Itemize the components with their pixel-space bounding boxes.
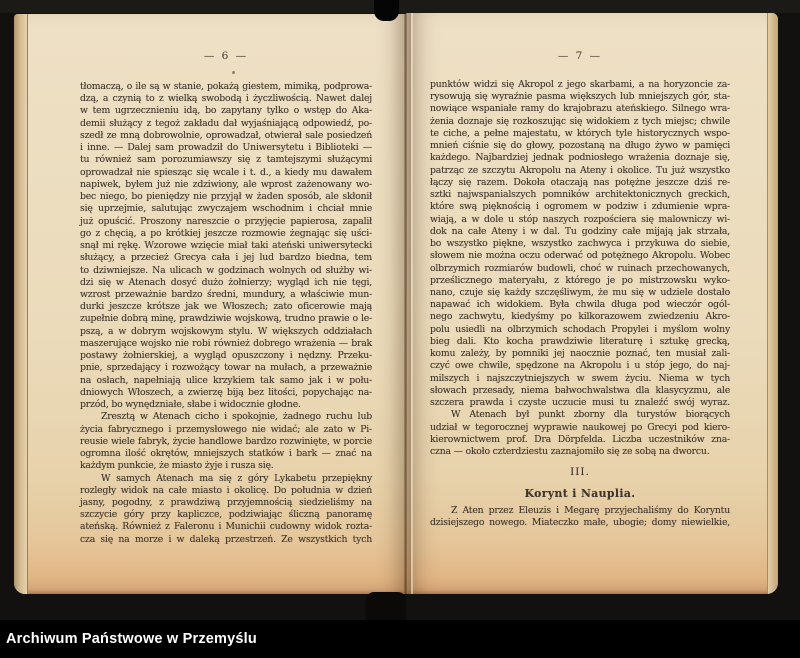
page-fore-edge-left [14,14,28,594]
watermark-bar [0,620,800,658]
text-line: jasny, pogodny, z prawdziwą przyjemnością siedzieliśmy na [80,496,372,508]
text-line: postawy żołnierskiej, a wygląd opuszczony i nędzny. Przeku- [80,350,372,362]
text-line: W Atenach był punkt zborny dla turystów biorących [451,409,730,421]
text-line: sztki najwspanialszych pomników architektonicznych greckich, [430,189,730,201]
text-line: słowem nie można oczu oderwać od potężnego Akropolu. Wobec [430,250,730,262]
text-line: zupełnie dobrą minę, prawdziwie wojskową, trudno prawie o le- [80,313,372,325]
book-page-left [14,14,406,594]
text-line: bieg dali. Kto kocha prawdziwie literaturę i sztukę grecką, [430,335,730,347]
text-line: już opuścić. Proszony nareszcie o przyjęcie papierosa, zapalił [80,215,372,227]
text-line: nego zachwytu, kiedyśmy po kilkorazowem zwiedzeniu Akro- [430,311,730,323]
book-gutter-shadow [404,13,407,594]
text-line: bec niego, bo pieniędzy nie przyjął w żaden sposób, ale skłonił [80,191,372,203]
text-line: milszych i najszczytniejszych w swem życiu. Niema w tych [430,372,730,384]
page-text-left [80,81,372,546]
text-line: dzą, a czynią to z wielką swobodą i życzliwością. Nawet dalej [80,93,372,105]
text-line: przód, bo wynędzniałe, słabe i widocznie głodne. [80,399,301,411]
spine-shadow-bottom [366,592,406,620]
text-line: bo wszystko piękne, wszystko zachwyca i przykuwa do siebie, [430,238,730,250]
text-line: służący, a przecież Grecya cała i jej lud bardzo biedna, tem [80,252,372,264]
text-line: durki jeszcze krótsze jak we Włoszech; zato oficerowie mają [80,301,372,313]
text-line: W samych Atenach ma się z góry Lykabetu przepiękny [101,472,372,484]
text-line: demii służący z tegoż zakładu dał wyjaśniającą odpowiedź, po- [80,117,372,129]
text-line: wzrost przeważnie bardzo średni, mundury, a właściwie mun- [80,288,372,300]
page-crease [411,13,413,594]
text-line: napawać ich widokiem. Była chwila długa pod wieczór ogól- [430,299,730,311]
text-line: tłomaczą, o ile są w stanie, pokażą giestem, mimiką, podprowa- [80,81,372,92]
text-line: rozległy widok na całe miasto i okolicę. Do południa w dzień [80,484,372,496]
page-number-left: — 6 — [203,50,249,62]
text-line: szedł ze mną dobrowolnie, oprowadzał, otwierał sale posiedzeń [80,129,372,141]
text-line: dzi się w Atenach dosyć dużo żołnierzy; wygląd ich nie tęgi, [80,276,372,288]
text-line: dzisiejszego nowego. Miateczko małe, ubogie; domy niewielkie, [430,516,730,528]
spine-shadow-top [374,0,399,21]
text-line: pszą, a w dobrym wojskowym stylu. W większych oddziałach [80,325,372,337]
text-line: punktów widzi się Akropol z jego skarbami, a na horyzoncie za- [430,79,730,90]
text-line: pnie, sprzedający i rozwożący towar na mułach, a przeważnie [80,362,372,374]
background-top-band [0,0,800,13]
book-page-right [406,13,778,594]
text-line: które swą pięknością i ogromem w podziw i zdumienie wpra- [430,201,730,213]
text-line: życia fabrycznego i przemysłowego nie widać; ale zato w Pi- [80,423,372,435]
text-line: w tem ugrzecznieniu idą, bo zapytany tylko o wstęp do Aka- [80,105,372,117]
ink-dot [232,71,235,74]
text-line: maszerujące wojsko nie robi również dobrego wrażenia — brak [80,337,372,349]
text-line: te ciche, a pełne majestatu, w których tyle historycznych wspo- [430,127,730,139]
text-line: komu zależy, by pomniki jej naocznie poznać, ten musiał zali- [430,348,730,360]
text-line: snął mi rękę. Wzorowe wzięcie miał taki ateński uniwersytecki [80,240,372,252]
text-line: napiwek, byłem już nie zdziwiony, ale wprost zażenowany wo- [80,178,372,190]
text-line: kierownictwem prof. Dra Dörpfelda. Liczba uczestników zna- [430,433,730,445]
text-line: łączy się razem. Dokoła otaczają nas potężne jeszcze dziś re- [430,176,730,188]
text-line: polu usiedli na olbrzymich schodach Propylei i myślom wolny [430,323,730,335]
text-line: olbrzymich rozmiarów budowli, choć w ruinach przechowanych, [430,262,730,274]
page-text-right [430,79,730,529]
text-line: rysowują się wyraźnie pasma większych lub mniejszych gór, sta- [430,91,730,103]
text-line: czna — około czterdziestu zaznajomiło się ze sobą na dworcu. [430,446,710,458]
text-line: czyć owe chwile, spędzone na Akropolu i u stóp jego, do naj- [430,360,730,372]
text-line: mnień ciśnie się do głowy, pozostaną na długo żywo w pamięci [430,140,730,152]
text-line: oprowadzał nie spiesząc się wcale i t. d., a kiedy mu dawałem [80,166,372,178]
text-line: się uprzejmie, salutując zwyczajem wschodnim i chciał mnie [80,203,372,215]
page-fore-edge-right [767,13,778,594]
watermark-text: Archiwum Państwowe w Przemyślu [6,631,257,647]
page-number-right: — 7 — [557,50,603,62]
text-line: i inne. — Dalej sam prowadził do Uniwersytetu i Biblioteki — [80,142,372,154]
text-line: żenia doznaje się rozkoszując się widokiem z tych miejsc; chwile [430,115,730,127]
text-line: szczycie góry przy kapliczce, podziwiając śliczną panoramę [80,509,372,521]
text-line: wiają, a w dole u stóp naszych rozpościera się malowniczy wi- [430,213,730,225]
text-line: na osłach, napełniają ulice krzykiem tak samo jak i w połu- [80,374,372,386]
text-line: dok na całe Ateny i w dal. Tu godziny całe mijają jak strzała, [430,225,730,237]
section-heading: III. [570,466,590,479]
text-line: go z chęcią, a po krótkiej jeszcze rozmowie żegnając się uści- [80,227,372,239]
text-line: udział w tegorocznej wyprawie naukowej po Grecyi pod kiero- [430,421,730,433]
text-line: prześlicznego materyału, z którego je po mistrzowsku wyko- [430,274,730,286]
text-line: nowiące wspaniałe ramy do krajobrazu ateńskiego. Silnego wra- [430,103,730,115]
text-line: cza się na morze i w daleką przestrzeń. Ze wszystkich tych [80,533,372,545]
text-line: Zresztą w Atenach cicho i spokojnie, żadnego ruchu lub [101,411,372,423]
text-line: ateńską. Również z Faleronu i Munichii cudowny widok rozta- [80,521,372,533]
text-line: Z Aten przez Eleuzis i Megarę przyjechaliśmy do Koryntu [451,504,730,516]
text-line: patrząc ze szczytu Akropolu na Ateny i okolice. Tu już wszystko [430,164,730,176]
text-line: każdego. Najbardziej jednak podniosłego wrażenia doznaje się, [430,152,730,164]
text-line: dniowych Włoszech, a zwierzę biją bez litości, popychając na- [80,386,372,398]
text-line: szczera prawda i czyste uczucie musi tu znaleźć swój wyraz. [430,397,730,409]
text-line: nano, czuje się każdy szczęśliwym, że mu się w udziele dostało [430,286,730,298]
text-line: każdym punkcie, że miasto żyje i rusza się. [80,460,274,472]
text-line: ogromna ilość okrętów, mniejszych statków i bark — znać na [80,448,372,460]
text-line: reusie wiele fabryk, życie handlowe bardzo rozwinięte, w porcie [80,435,372,447]
text-line: słowach przesady, niema bałwochwalstwa dla klasycyzmu, ale [430,384,730,396]
text-line: to dziwniejsze. Na ulicach w godzinach wolnych od służby wi- [80,264,372,276]
text-line: tu również sam porozumiawszy się z tamtejszymi służącymi [80,154,372,166]
section-heading: Korynt i Nauplia. [524,486,636,500]
